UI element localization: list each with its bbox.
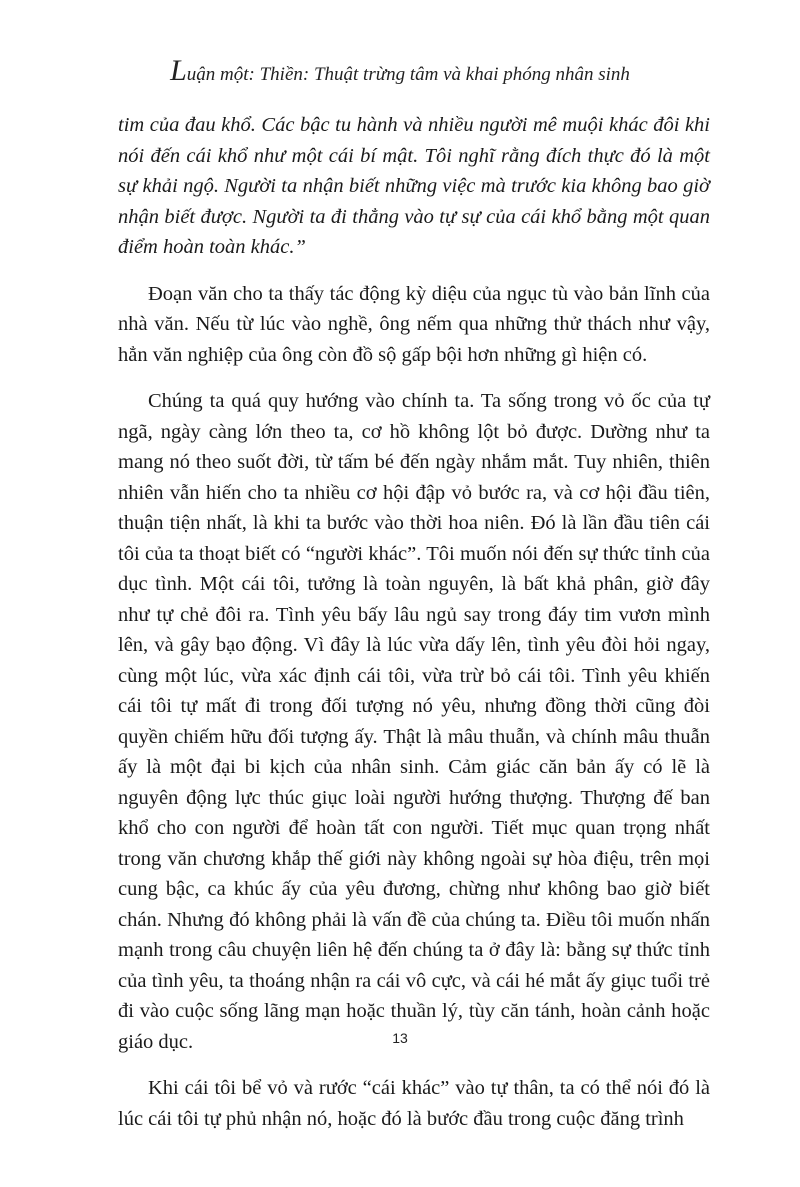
- running-header: [0, 56, 800, 86]
- page-number: 13: [392, 1030, 408, 1046]
- paragraph: Khi cái tôi bể vỏ và rước “cái khác” vào tự thân, ta có thể nói đó là lúc cái tôi tự phủ nhận nó, hoặc đó là bước đầu trong cuộc đăng trình: [118, 1077, 710, 1130]
- paragraph: Chúng ta quá quy hướng vào chính ta. Ta sống trong vỏ ốc của tự ngã, ngày càng lớn theo ta, cơ hồ không lột bỏ được. Dường như ta mang nó theo suốt đời, từ tấm bé đến ngày nhắm mắt. Tuy nhiên, thiên nhiên vẫn hiến cho ta nhiều cơ hội đập vỏ bước ra, và cơ hội đầu tiên, thuận tiện nhất, là khi ta bước vào thời hoa niên. Đó là lần đầu tiên cái tôi của ta thoạt biết có “người khác”. Tôi muốn nói đến sự thức tỉnh của dục tình. Một cái tôi, tưởng là toàn nguyên, là bất khả phân, giờ đây như tự chẻ đôi ra. Tình yêu bấy lâu ngủ say trong đáy tim vươn mình lên, và gây bạo động. Vì đây là lúc vừa dấy lên, tình yêu đòi hỏi ngay, cùng một lúc, vừa xác định cái tôi, vừa trừ bỏ cái tôi. Tình yêu khiến cái tôi tự mất đi trong đối tượng nó yêu, nhưng đồng thời cũng đòi quyền chiếm hữu đối tượng ấy. Thật là mâu thuẫn, và chính mâu thuẫn ấy là một đại bi kịch của nhân sinh. Cảm giác căn bản ấy có lẽ là nguyên động lực thúc giục loài người hướng thượng. Thượng đế ban khổ cho con người để hoàn tất con người. Tiết mục quan trọng nhất trong văn chương khắp thế giới này không ngoài sự hòa điệu, trên mọi cung bậc, ca khúc ấy của yêu đương, chừng như không bao giờ biết chán. Nhưng đó không phải là vấn đề của chúng ta. Điều tôi muốn nhấn mạnh trong câu chuyện liên hệ đến chúng ta ở đây là: bằng sự thức tỉnh của tình yêu, ta thoáng nhận ra cái vô cực, và cái hé mắt ấy giục tuổi trẻ đi vào cuộc sống lãng mạn hoặc thuần lý, tùy căn tánh, hoàn cảnh hoặc giáo dục.: [118, 390, 710, 1053]
- paragraph: Đoạn văn cho ta thấy tác động kỳ diệu của ngục tù vào bản lĩnh của nhà văn. Nếu từ lúc vào nghề, ông nếm qua những thử thách như vậy, hẳn văn nghiệp của ông còn đồ sộ gấp bội hơn những gì hiện có.: [118, 282, 710, 366]
- header-initial: L: [170, 54, 187, 87]
- header-title: uận một: Thiền: Thuật trừng tâm và khai phóng nhân sinh: [186, 64, 630, 85]
- body-text: [118, 110, 710, 1150]
- quote-paragraph: tim của đau khổ. Các bậc tu hành và nhiều người mê muội khác đôi khi nói đến cái khổ như một cái bí mật. Tôi nghĩ rằng đích thực đó là một sự khải ngộ. Người ta nhận biết những việc mà trước kia không bao giờ nhận biết được. Người ta đi thẳng vào tự sự của cái khổ bằng một quan điểm hoàn toàn khác.”: [118, 114, 710, 258]
